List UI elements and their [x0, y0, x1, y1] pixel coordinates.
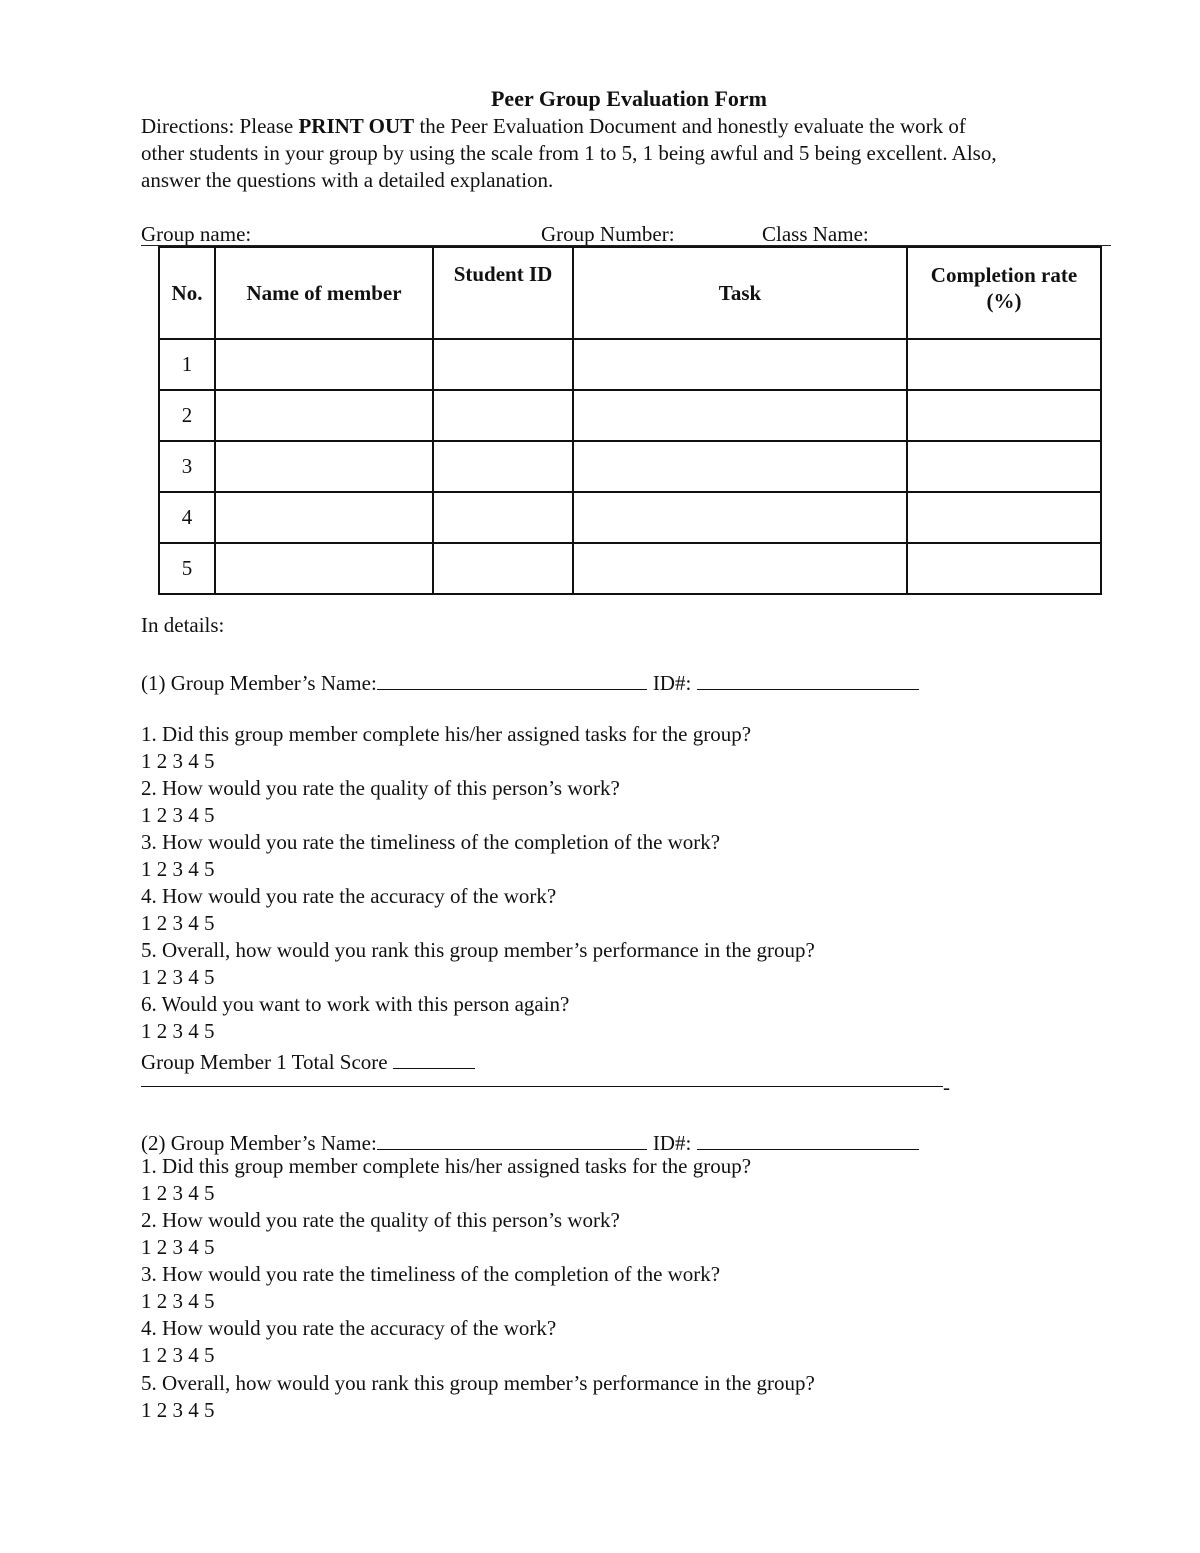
group-number-label: Group Number: — [541, 222, 675, 246]
id-label: ID#: — [652, 1131, 692, 1155]
section-separator — [141, 1086, 943, 1087]
member-2-heading — [141, 1129, 919, 1154]
table-header-row — [159, 247, 1101, 339]
evaluation-table — [158, 246, 1102, 595]
m1-total-score — [141, 1048, 475, 1073]
task-cell[interactable] — [573, 543, 907, 594]
table-row — [159, 441, 1101, 492]
student-id-cell[interactable] — [433, 492, 573, 543]
m1-question-1: 1. Did this group member complete his/her assigned tasks for the group? — [141, 722, 752, 746]
member-1-heading — [141, 669, 919, 694]
m1-scale-5[interactable]: 1 2 3 4 5 — [141, 965, 215, 989]
col-header-task: Task — [573, 247, 907, 339]
details-label: In details: — [141, 613, 225, 637]
student-id-cell[interactable] — [433, 543, 573, 594]
m1-scale-3[interactable]: 1 2 3 4 5 — [141, 857, 215, 881]
m1-question-6: 6. Would you want to work with this person again? — [141, 992, 570, 1016]
col-header-name: Name of member — [215, 247, 433, 339]
completion-header-text: Completion rate (%) — [930, 263, 1078, 314]
row-number: 3 — [159, 441, 215, 492]
member-name-cell[interactable] — [215, 543, 433, 594]
directions-line-1 — [141, 116, 966, 137]
table-row — [159, 339, 1101, 390]
student-id-cell[interactable] — [433, 390, 573, 441]
completion-cell[interactable] — [907, 339, 1101, 390]
m2-scale-5[interactable]: 1 2 3 4 5 — [141, 1398, 215, 1422]
m2-scale-2[interactable]: 1 2 3 4 5 — [141, 1235, 215, 1259]
directions-emphasis: PRINT OUT — [298, 114, 415, 138]
m1-scale-6[interactable]: 1 2 3 4 5 — [141, 1019, 215, 1043]
member-name-label: (2) Group Member’s Name: — [141, 1131, 377, 1155]
directions-text: Directions: Please — [141, 114, 299, 138]
student-id-cell[interactable] — [433, 441, 573, 492]
m2-scale-1[interactable]: 1 2 3 4 5 — [141, 1181, 215, 1205]
task-cell[interactable] — [573, 339, 907, 390]
directions-line-3: answer the questions with a detailed explanation. — [141, 168, 554, 192]
student-id-cell[interactable] — [433, 339, 573, 390]
col-header-student-id: Student ID — [433, 247, 573, 339]
task-cell[interactable] — [573, 492, 907, 543]
member-name-cell[interactable] — [215, 441, 433, 492]
task-cell[interactable] — [573, 390, 907, 441]
col-header-completion — [907, 247, 1101, 339]
member-name-blank[interactable] — [377, 1129, 647, 1150]
table-row — [159, 390, 1101, 441]
completion-cell[interactable] — [907, 492, 1101, 543]
m2-question-3: 3. How would you rate the timeliness of the completion of the work? — [141, 1262, 721, 1286]
m2-scale-4[interactable]: 1 2 3 4 5 — [141, 1343, 215, 1367]
m1-question-2: 2. How would you rate the quality of this person’s work? — [141, 776, 620, 800]
class-name-label: Class Name: — [762, 222, 869, 246]
m2-question-5: 5. Overall, how would you rank this group member’s performance in the group? — [141, 1371, 815, 1395]
id-label: ID#: — [652, 671, 692, 695]
m1-question-4: 4. How would you rate the accuracy of the work? — [141, 884, 557, 908]
row-number: 5 — [159, 543, 215, 594]
group-name-label: Group name: — [141, 222, 252, 246]
m1-scale-1[interactable]: 1 2 3 4 5 — [141, 749, 215, 773]
separator-dash: - — [943, 1075, 950, 1099]
total-score-blank[interactable] — [393, 1048, 475, 1069]
table-row — [159, 543, 1101, 594]
id-blank[interactable] — [697, 1129, 919, 1150]
member-name-blank[interactable] — [377, 669, 647, 690]
row-number: 2 — [159, 390, 215, 441]
completion-cell[interactable] — [907, 441, 1101, 492]
task-cell[interactable] — [573, 441, 907, 492]
m2-question-4: 4. How would you rate the accuracy of the work? — [141, 1316, 557, 1340]
m1-question-3: 3. How would you rate the timeliness of the completion of the work? — [141, 830, 721, 854]
directions-text: the Peer Evaluation Document and honestly evaluate the work of — [414, 114, 966, 138]
col-header-no: No. — [159, 247, 215, 339]
m1-question-5: 5. Overall, how would you rank this group member’s performance in the group? — [141, 938, 815, 962]
member-name-cell[interactable] — [215, 492, 433, 543]
member-name-cell[interactable] — [215, 390, 433, 441]
member-name-label: (1) Group Member’s Name: — [141, 671, 377, 695]
m2-scale-3[interactable]: 1 2 3 4 5 — [141, 1289, 215, 1313]
row-number: 4 — [159, 492, 215, 543]
total-score-label: Group Member 1 Total Score — [141, 1050, 388, 1074]
row-number: 1 — [159, 339, 215, 390]
m1-scale-4[interactable]: 1 2 3 4 5 — [141, 911, 215, 935]
m2-question-2: 2. How would you rate the quality of this person’s work? — [141, 1208, 620, 1232]
table-row — [159, 492, 1101, 543]
completion-cell[interactable] — [907, 543, 1101, 594]
id-blank[interactable] — [697, 669, 919, 690]
m1-scale-2[interactable]: 1 2 3 4 5 — [141, 803, 215, 827]
form-title: Peer Group Evaluation Form — [490, 86, 767, 111]
directions-line-2: other students in your group by using the scale from 1 to 5, 1 being awful and 5 being excellent. Also, — [141, 141, 997, 165]
completion-cell[interactable] — [907, 390, 1101, 441]
m2-question-1: 1. Did this group member complete his/her assigned tasks for the group? — [141, 1154, 752, 1178]
member-name-cell[interactable] — [215, 339, 433, 390]
